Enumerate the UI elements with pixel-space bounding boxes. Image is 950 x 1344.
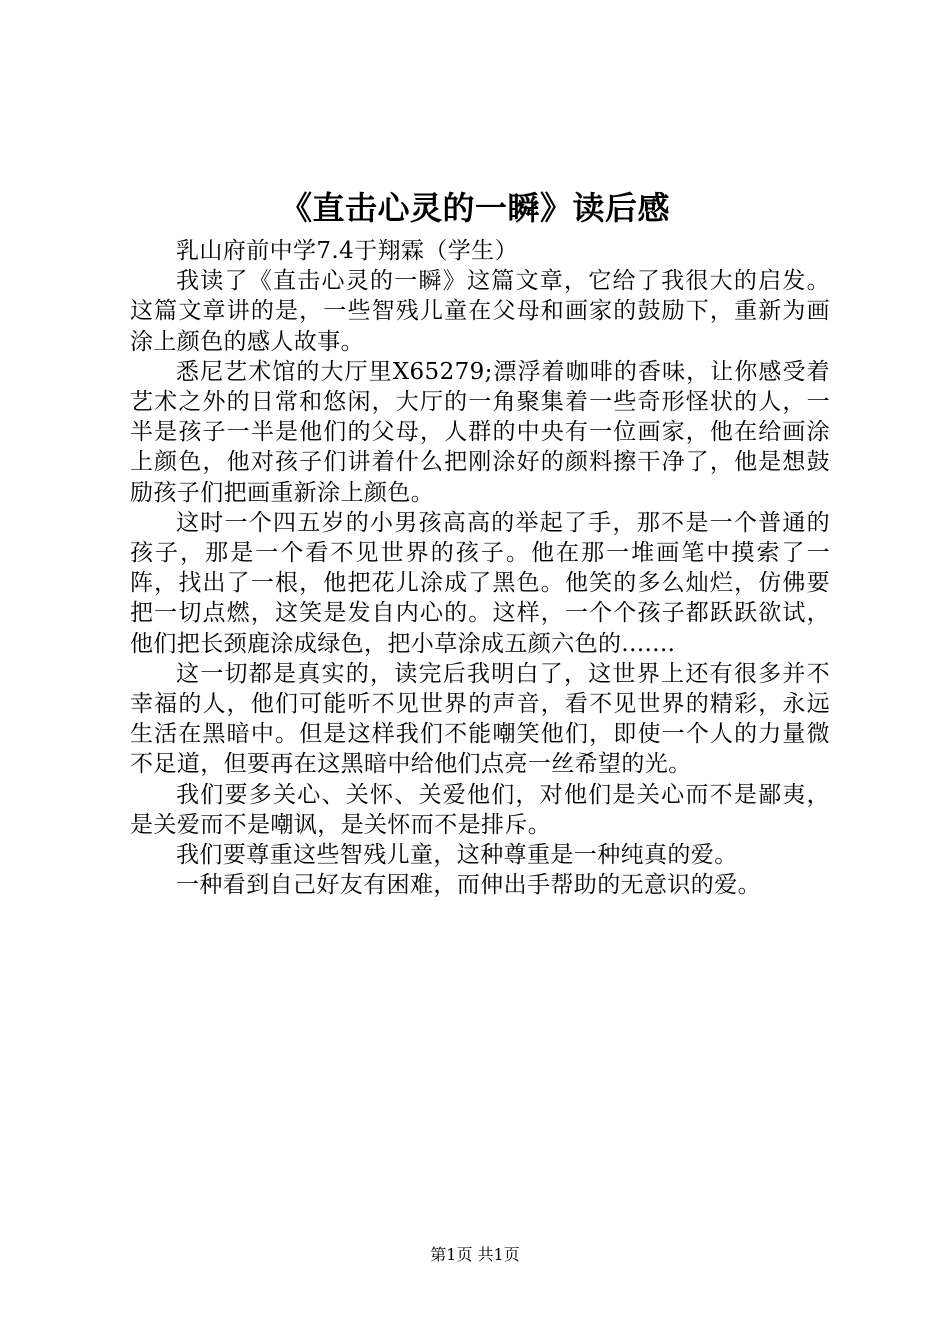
document-title: 《直击心灵的一瞬》读后感 bbox=[279, 189, 670, 227]
paragraph: 我们要尊重这些智残儿童，这种尊重是一种纯真的爱。 bbox=[176, 842, 738, 869]
paragraph: 这一切都是真实的，读完后我明白了，这世界上还有很多并不幸福的人，他们可能听不见世界的声音，看不见世界的精彩，永远生活在黑暗中。但是这样我们不能嘲笑他们，即使一个人的力量微不足道，但要再在这黑暗中给他们点亮一丝希望的光。 bbox=[130, 660, 830, 778]
paragraph: 我读了《直击心灵的一瞬》这篇文章，它给了我很大的启发。这篇文章讲的是，一些智残儿童在父母和画家的鼓励下，重新为画涂上颜色的感人故事。 bbox=[130, 268, 830, 355]
paragraph: 这时一个四五岁的小男孩高高的举起了手，那不是一个普通的孩子，那是一个看不见世界的孩子。他在那一堆画笔中摸索了一阵，找出了一根，他把花儿涂成了黑色。他笑的多么灿烂，仿佛要把一切点燃，这笑是发自内心的。这样，一个个孩子都跃跃欲试，他们把长颈鹿涂成绿色，把小草涂成五颜六色的....... bbox=[130, 509, 830, 657]
paragraph: 我们要多关心、关怀、关爱他们，对他们是关心而不是鄙夷，是关爱而不是嘲讽，是关怀而不是排斥。 bbox=[130, 781, 830, 838]
paragraph: 一种看到自己好友有困难，而伸出手帮助的无意识的爱。 bbox=[176, 872, 761, 899]
page-number-footer: 第1页 共1页 bbox=[430, 1245, 520, 1264]
byline: 乳山府前中学7.4于翔霖（学生） bbox=[176, 238, 518, 264]
document-body bbox=[130, 236, 830, 900]
paragraph: 悉尼艺术馆的大厅里X65279;漂浮着咖啡的香味，让你感受着艺术之外的日常和悠闲，大厅的一角聚集着一些奇形怪状的人，一半是孩子一半是他们的父母，人群的中央有一位画家，他在给画涂上颜色，他对孩子们讲着什么把刚涂好的颜料擦干净了，他是想鼓励孩子们把画重新涂上颜色。 bbox=[130, 358, 830, 506]
